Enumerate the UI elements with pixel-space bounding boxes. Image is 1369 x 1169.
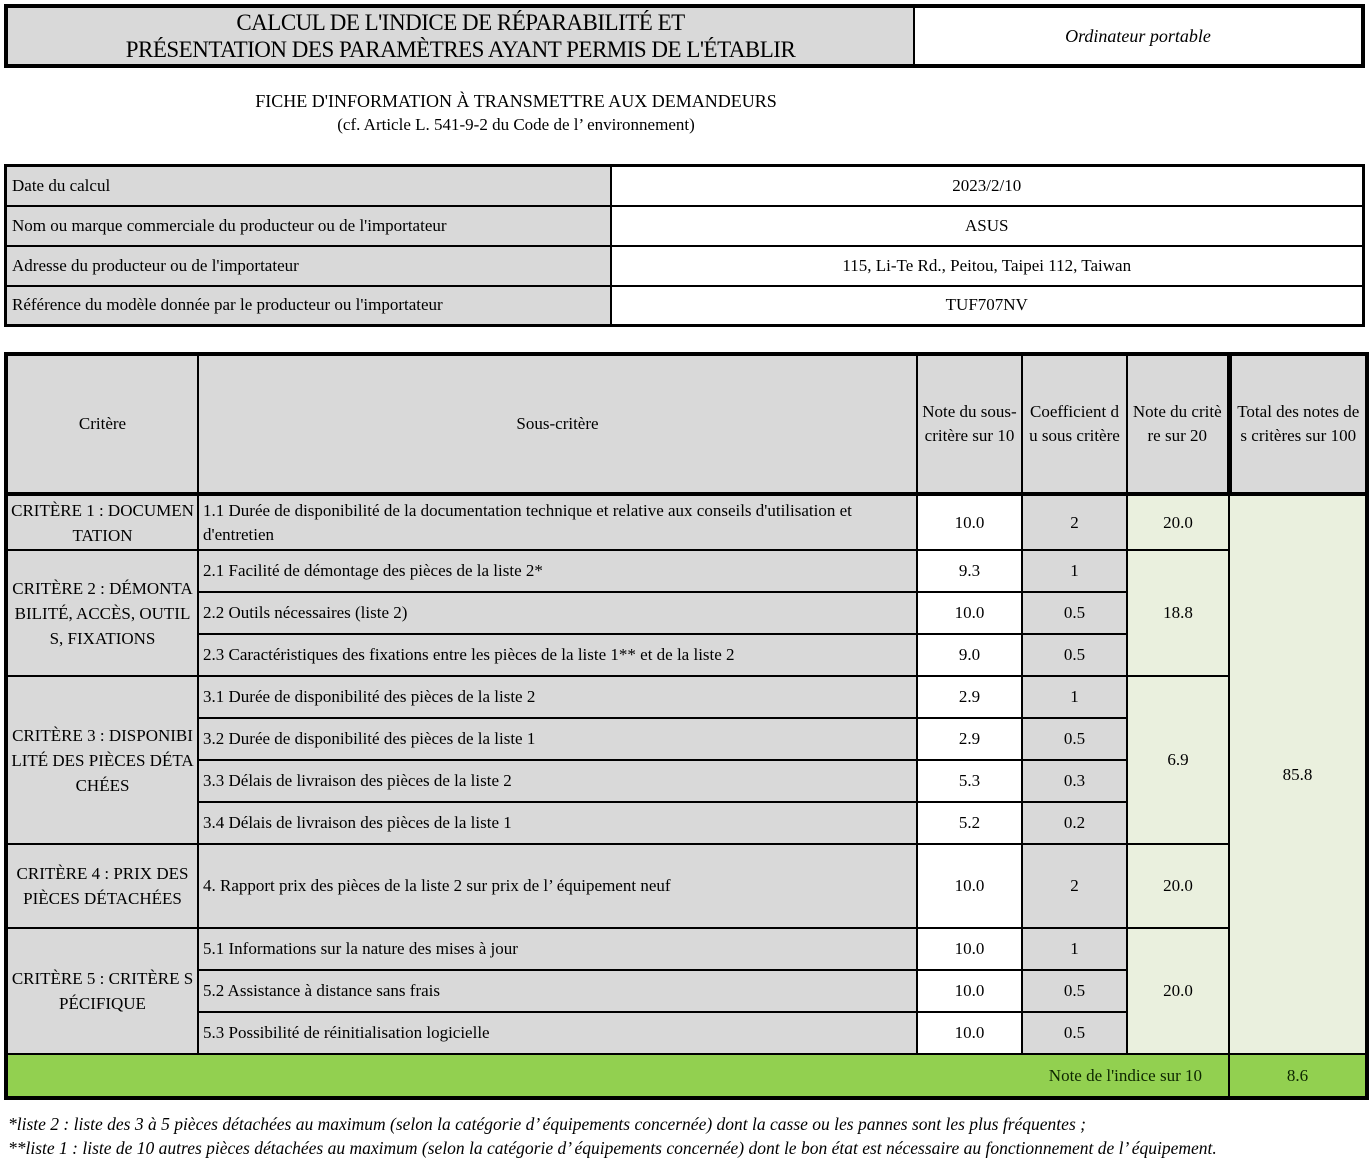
table-row xyxy=(6,928,1367,970)
criterion-5-score-20: 20.0 xyxy=(1127,928,1229,1054)
subcriterion-5-3-coefficient: 0.5 xyxy=(1022,1012,1127,1054)
subcriterion-2-2-label: 2.2 Outils nécessaires (liste 2) xyxy=(198,592,917,634)
info-label: Adresse du producteur ou de l'importateur xyxy=(6,246,611,286)
column-header-total: Total des notes des critères sur 100 xyxy=(1229,354,1367,494)
total-score-100: 85.8 xyxy=(1229,494,1367,1054)
subcriterion-5-2-score: 10.0 xyxy=(917,970,1022,1012)
subcriterion-2-1-label: 2.1 Facilité de démontage des pièces de la liste 2* xyxy=(198,550,917,592)
subcriterion-4-label: 4. Rapport prix des pièces de la liste 2 sur prix de l’ équipement neuf xyxy=(198,844,917,928)
sheet-subtitle-line1: FICHE D'INFORMATION À TRANSMETTRE AUX DEMANDEURS xyxy=(255,91,777,111)
criterion-3-score-20: 6.9 xyxy=(1127,676,1229,844)
info-row-date xyxy=(6,166,1364,206)
subcriterion-3-3-label: 3.3 Délais de livraison des pièces de la liste 2 xyxy=(198,760,917,802)
criterion-1-label: CRITÈRE 1 : DOCUMENTATION xyxy=(6,494,198,550)
subcriterion-3-2-label: 3.2 Durée de disponibilité des pièces de la liste 1 xyxy=(198,718,917,760)
criteria-table-header xyxy=(6,354,1367,494)
subcriterion-3-4-coefficient: 0.2 xyxy=(1022,802,1127,844)
info-value: TUF707NV xyxy=(611,286,1364,326)
info-row-brand xyxy=(6,206,1364,246)
table-row xyxy=(6,550,1367,592)
footnotes xyxy=(4,1112,1365,1160)
column-header-critere: Critère xyxy=(6,354,198,494)
subcriterion-5-2-coefficient: 0.5 xyxy=(1022,970,1127,1012)
column-header-coefficient: Coefficient du sous critère xyxy=(1022,354,1127,494)
subcriterion-2-3-label: 2.3 Caractéristiques des fixations entre les pièces de la liste 1** et de la liste 2 xyxy=(198,634,917,676)
index-score-label: Note de l'indice sur 10 xyxy=(6,1054,1229,1098)
column-header-note-critere: Note du critère sur 20 xyxy=(1127,354,1229,494)
sheet-subtitle xyxy=(4,89,1028,137)
info-value: 115, Li-Te Rd., Peitou, Taipei 112, Taiwan xyxy=(611,246,1364,286)
criteria-table xyxy=(4,352,1369,1100)
subcriterion-5-2-label: 5.2 Assistance à distance sans frais xyxy=(198,970,917,1012)
subcriterion-4-coefficient: 2 xyxy=(1022,844,1127,928)
subcriterion-3-3-coefficient: 0.3 xyxy=(1022,760,1127,802)
subcriterion-3-4-label: 3.4 Délais de livraison des pièces de la liste 1 xyxy=(198,802,917,844)
table-row xyxy=(6,494,1367,550)
info-row-model xyxy=(6,286,1364,326)
subcriterion-5-3-score: 10.0 xyxy=(917,1012,1022,1054)
subcriterion-1-1-score: 10.0 xyxy=(917,494,1022,550)
subcriterion-3-1-score: 2.9 xyxy=(917,676,1022,718)
criterion-3-label: CRITÈRE 3 : DISPONIBILITÉ DES PIÈCES DÉTACHÉES xyxy=(6,676,198,844)
subcriterion-2-1-coefficient: 1 xyxy=(1022,550,1127,592)
subcriterion-4-score: 10.0 xyxy=(917,844,1022,928)
subcriterion-3-3-score: 5.3 xyxy=(917,760,1022,802)
document-title-line2: PRÉSENTATION DES PARAMÈTRES AYANT PERMIS DE L'ÉTABLIR xyxy=(125,37,796,62)
criterion-2-label: CRITÈRE 2 : DÉMONTABILITÉ, ACCÈS, OUTILS, FIXATIONS xyxy=(6,550,198,676)
document-title xyxy=(6,6,914,66)
info-label: Date du calcul xyxy=(6,166,611,206)
column-header-note-sous-critere: Note du sous-critère sur 10 xyxy=(917,354,1022,494)
subcriterion-3-2-score: 2.9 xyxy=(917,718,1022,760)
subcriterion-2-3-score: 9.0 xyxy=(917,634,1022,676)
subcriterion-2-2-coefficient: 0.5 xyxy=(1022,592,1127,634)
index-score-value: 8.6 xyxy=(1229,1054,1367,1098)
info-value: 2023/2/10 xyxy=(611,166,1364,206)
subcriterion-5-3-label: 5.3 Possibilité de réinitialisation logicielle xyxy=(198,1012,917,1054)
info-value: ASUS xyxy=(611,206,1364,246)
subcriterion-3-1-coefficient: 1 xyxy=(1022,676,1127,718)
criterion-4-score-20: 20.0 xyxy=(1127,844,1229,928)
subcriterion-3-1-label: 3.1 Durée de disponibilité des pièces de la liste 2 xyxy=(198,676,917,718)
table-row xyxy=(6,844,1367,928)
info-label: Référence du modèle donnée par le producteur ou l'importateur xyxy=(6,286,611,326)
footnote-liste2: *liste 2 : liste des 3 à 5 pièces détachées au maximum (selon la catégorie d’ équipements concernée) dont la casse ou les pannes sont les plus fréquentes ; xyxy=(8,1114,1086,1134)
subcriterion-1-1-coefficient: 2 xyxy=(1022,494,1127,550)
criterion-1-score-20: 20.0 xyxy=(1127,494,1229,550)
column-header-sous-critere: Sous-critère xyxy=(198,354,917,494)
document-title-line1: CALCUL DE L'INDICE DE RÉPARABILITÉ ET xyxy=(236,10,685,35)
subcriterion-2-1-score: 9.3 xyxy=(917,550,1022,592)
criterion-4-label: CRITÈRE 4 : PRIX DES PIÈCES DÉTACHÉES xyxy=(6,844,198,928)
subcriterion-2-3-coefficient: 0.5 xyxy=(1022,634,1127,676)
subcriterion-3-2-coefficient: 0.5 xyxy=(1022,718,1127,760)
subcriterion-5-1-coefficient: 1 xyxy=(1022,928,1127,970)
subcriterion-5-1-label: 5.1 Informations sur la nature des mises à jour xyxy=(198,928,917,970)
producer-info-table xyxy=(4,164,1365,327)
subcriterion-3-4-score: 5.2 xyxy=(917,802,1022,844)
footnote-liste1: **liste 1 : liste de 10 autres pièces détachées au maximum (selon la catégorie d’ équipements concernée) dont le bon état est nécessaire au fonctionnement de l’ équipement. xyxy=(8,1138,1217,1158)
subcriterion-5-1-score: 10.0 xyxy=(917,928,1022,970)
sheet-subtitle-line2: (cf. Article L. 541-9-2 du Code de l’ environnement) xyxy=(337,115,695,134)
index-score-row xyxy=(6,1054,1367,1098)
product-category: Ordinateur portable xyxy=(914,6,1363,66)
subcriterion-2-2-score: 10.0 xyxy=(917,592,1022,634)
info-row-address xyxy=(6,246,1364,286)
title-block xyxy=(4,4,1365,68)
table-row xyxy=(6,676,1367,718)
criterion-5-label: CRITÈRE 5 : CRITÈRE SPÉCIFIQUE xyxy=(6,928,198,1054)
info-label: Nom ou marque commerciale du producteur ou de l'importateur xyxy=(6,206,611,246)
criterion-2-score-20: 18.8 xyxy=(1127,550,1229,676)
subcriterion-1-1-label: 1.1 Durée de disponibilité de la documentation technique et relative aux conseils d'utilisation et d'entretien xyxy=(198,494,917,550)
